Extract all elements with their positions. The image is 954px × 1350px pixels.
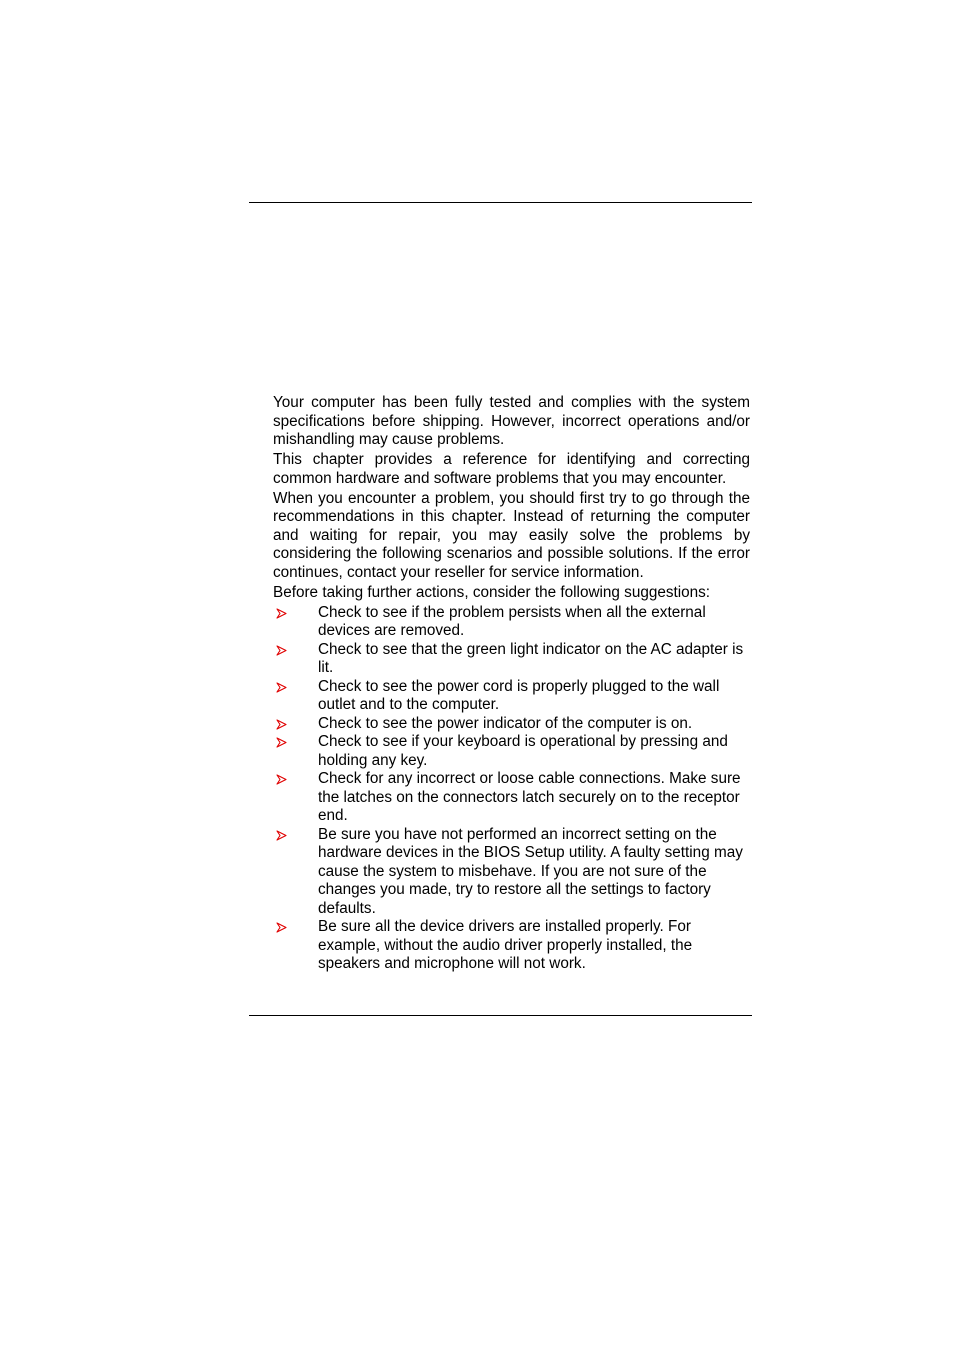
arrowhead-bullet-icon [276, 918, 290, 936]
list-item-text: Check for any incorrect or loose cable connections. Make sure the latches on the connectors latch securely on to the receptor end. [318, 770, 741, 824]
suggestions-intro: Before taking further actions, consider the following suggestions: [273, 583, 711, 601]
list-item-text: Be sure all the device drivers are installed properly. For example, without the audio driver properly installed, the speakers and microphone will not work. [318, 918, 693, 972]
arrowhead-bullet-icon [276, 733, 290, 751]
list-item [273, 826, 750, 919]
page-content [273, 394, 750, 974]
list-item [273, 678, 750, 715]
list-item [273, 733, 750, 770]
suggestion-list [273, 604, 750, 974]
arrowhead-bullet-icon [276, 641, 290, 659]
list-item [273, 770, 750, 826]
intro-paragraph: Your computer has been fully tested and complies with the system specifications before shipping. However, incorrect operations and/or mishandling may cause problems. [273, 394, 750, 448]
list-item [273, 715, 750, 734]
list-item-text: Check to see that the green light indicator on the AC adapter is lit. [318, 640, 744, 676]
list-item [273, 604, 750, 641]
arrowhead-bullet-icon [276, 678, 290, 696]
list-item-text: Check to see the power cord is properly plugged to the wall outlet and to the computer. [318, 677, 720, 713]
arrowhead-bullet-icon [276, 715, 290, 733]
list-item-text: Check to see the power indicator of the computer is on. [318, 714, 693, 732]
list-item-text: Be sure you have not performed an incorrect setting on the hardware devices in the BIOS Setup utility. A faulty setting may cause the system to misbehave. If you are not sure of the changes you made, try to restore all the settings to factory defaults. [318, 825, 743, 917]
list-item [273, 641, 750, 678]
list-item-text: Check to see if your keyboard is operational by pressing and holding any key. [318, 733, 728, 769]
arrowhead-bullet-icon [276, 604, 290, 622]
arrowhead-bullet-icon [276, 826, 290, 844]
footer-rule [249, 1015, 752, 1016]
chapter-purpose-paragraph: This chapter provides a reference for identifying and correcting common hardware and software problems that you may encounter. [273, 451, 750, 487]
recommendation-paragraph: When you encounter a problem, you should first try to go through the recommendations in this chapter. Instead of returning the computer and waiting for repair, you may easily solve the problems by considering the following scenarios and possible solutions. If the error continues, contact your reseller for service information. [273, 489, 750, 581]
arrowhead-bullet-icon [276, 770, 290, 788]
list-item [273, 918, 750, 974]
header-rule [249, 202, 752, 203]
list-item-text: Check to see if the problem persists when all the external devices are removed. [318, 603, 706, 639]
